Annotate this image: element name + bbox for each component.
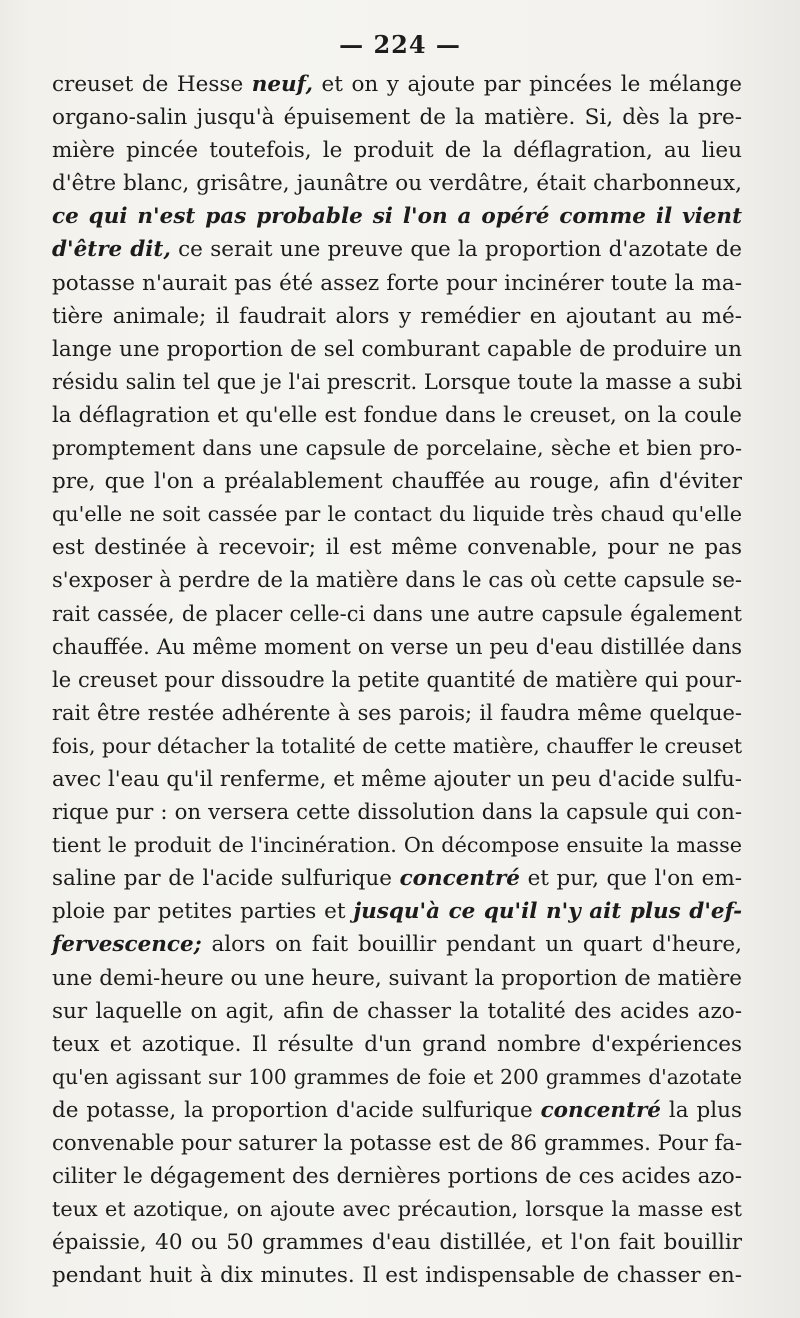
italic-segment: jusqu'à ce qu'il n'y ait plus d'ef- (353, 899, 742, 925)
text-segment: qu'elle ne soit cassée par le contact du liquide très chaud qu'elle (52, 502, 742, 527)
text-segment: teux et azotique. Il résulte d'un grand nombre d'expériences (52, 1031, 742, 1057)
text-line (52, 763, 742, 796)
text-segment: chauffée. Au même moment on verse un peu d'eau distillée dans (52, 634, 742, 659)
text-line (52, 962, 742, 995)
text-line (52, 928, 742, 961)
text-segment: convenable pour saturer la potasse est de 86 grammes. Pour fa- (52, 1131, 743, 1156)
text-line (52, 1259, 742, 1292)
text-line (52, 432, 742, 465)
text-line (52, 1061, 742, 1094)
text-segment: la plus (660, 1097, 742, 1123)
text-segment: potasse n'aurait pas été assez forte pour incinérer toute la ma- (52, 270, 742, 296)
text-line (52, 267, 742, 300)
text-line (52, 895, 742, 928)
italic-segment: neuf, (251, 72, 313, 97)
text-segment: épaissie, 40 ou 50 grammes d'eau distillée, et l'on fait bouillir (52, 1230, 742, 1256)
text-segment: ce serait une preuve que la proportion d'azotate de (170, 237, 742, 263)
text-segment: lange une proportion de sel comburant capable de produire un (52, 336, 742, 362)
text-segment: alors on fait bouillir pendant un quart d'heure, (201, 932, 742, 958)
page-number: — 224 — (339, 30, 461, 59)
italic-segment: concentré (399, 866, 520, 892)
text-segment: saline par de l'acide sulfurique (52, 866, 400, 892)
text-segment: avec l'eau qu'il renferme, et même ajouter un peu d'acide sulfu- (52, 766, 742, 792)
text-line (52, 1028, 742, 1061)
text-segment: mière pincée toutefois, le produit de la déflagration, au lieu (52, 138, 742, 164)
text-line (52, 1193, 742, 1226)
text-line (52, 200, 742, 233)
text-line (52, 465, 742, 498)
italic-segment: d'être dit, (52, 237, 171, 263)
italic-segment: fervescence; (52, 932, 202, 958)
text-line (52, 300, 742, 333)
text-line (52, 598, 742, 631)
text-segment: le creuset pour dissoudre la petite quantité de matière qui pour- (52, 667, 742, 692)
text-line (52, 498, 742, 531)
text-segment: pre, que l'on a préalablement chauffée au rouge, afin d'éviter (52, 469, 742, 495)
text-line (52, 167, 742, 200)
text-segment: s'exposer à perdre de la matière dans le cas où cette capsule se- (52, 568, 742, 593)
text-segment: ciliter le dégagement des dernières portions de ces acides azo- (52, 1164, 742, 1190)
italic-segment: concentré (540, 1097, 661, 1123)
text-segment: est destinée à recevoir; il est même convenable, pour ne pas (52, 535, 742, 561)
text-segment: organo-salin jusqu'à épuisement de la matière. Si, dès la pre- (52, 105, 742, 131)
text-line (52, 664, 742, 697)
text-line (52, 829, 742, 862)
text-segment: promptement dans une capsule de porcelaine, sèche et bien pro- (52, 436, 742, 461)
text-segment: de potasse, la proportion d'acide sulfurique (52, 1097, 541, 1123)
text-segment: la déflagration et qu'elle est fondue dans le creuset, on la coule (52, 402, 742, 428)
text-line (52, 631, 742, 664)
text-segment: résidu salin tel que je l'ai prescrit. Lorsque toute la masse a subi (52, 369, 743, 394)
text-line (52, 101, 742, 134)
text-line (52, 68, 742, 101)
text-line (52, 333, 742, 366)
text-segment: sur laquelle on agit, afin de chasser la totalité des acides azo- (52, 998, 742, 1024)
text-line (52, 697, 742, 730)
text-line (52, 1226, 742, 1259)
text-segment: et pur, que l'on em- (519, 866, 742, 892)
body-text (52, 68, 742, 1292)
text-line (52, 796, 742, 829)
text-segment: et on y ajoute par pincées le mélange (312, 72, 743, 97)
text-line (52, 730, 742, 763)
text-segment: qu'en agissant sur 100 grammes de foie et 200 grammes d'azotate (52, 1064, 742, 1089)
text-line (52, 399, 742, 432)
text-line (52, 1160, 742, 1193)
text-segment: rait cassée, de placer celle-ci dans une autre capsule également (52, 601, 742, 626)
text-line (52, 134, 742, 167)
text-line (52, 366, 742, 399)
text-line (52, 995, 742, 1028)
text-line (52, 862, 742, 895)
text-segment: ploie par petites parties et (52, 899, 354, 925)
text-segment: rique pur : on versera cette dissolution dans la capsule qui con- (52, 800, 742, 826)
text-segment: tière animale; il faudrait alors y remédier en ajoutant au mé- (52, 303, 742, 329)
text-segment: une demi-heure ou une heure, suivant la proportion de matière (52, 965, 742, 991)
text-segment: fois, pour détacher la totalité de cette matière, chauffer le creuset (52, 733, 743, 758)
text-segment: tient le produit de l'incinération. On décompose ensuite la masse (52, 833, 742, 858)
italic-segment: ce qui n'est pas probable si l'on a opéré comme il vient (52, 204, 742, 230)
text-segment: d'être blanc, grisâtre, jaunâtre ou verdâtre, était charbonneux, (52, 171, 742, 197)
text-segment: teux et azotique, on ajoute avec précaution, lorsque la masse est (52, 1197, 742, 1222)
text-line (52, 564, 742, 597)
text-segment: creuset de Hesse (52, 72, 252, 97)
text-line (52, 233, 742, 266)
text-segment: rait être restée adhérente à ses parois; il faudra même quelque- (52, 700, 742, 725)
text-line (52, 1127, 742, 1160)
text-line (52, 531, 742, 564)
text-line (52, 1094, 742, 1127)
text-segment: pendant huit à dix minutes. Il est indispensable de chasser en- (52, 1263, 742, 1289)
